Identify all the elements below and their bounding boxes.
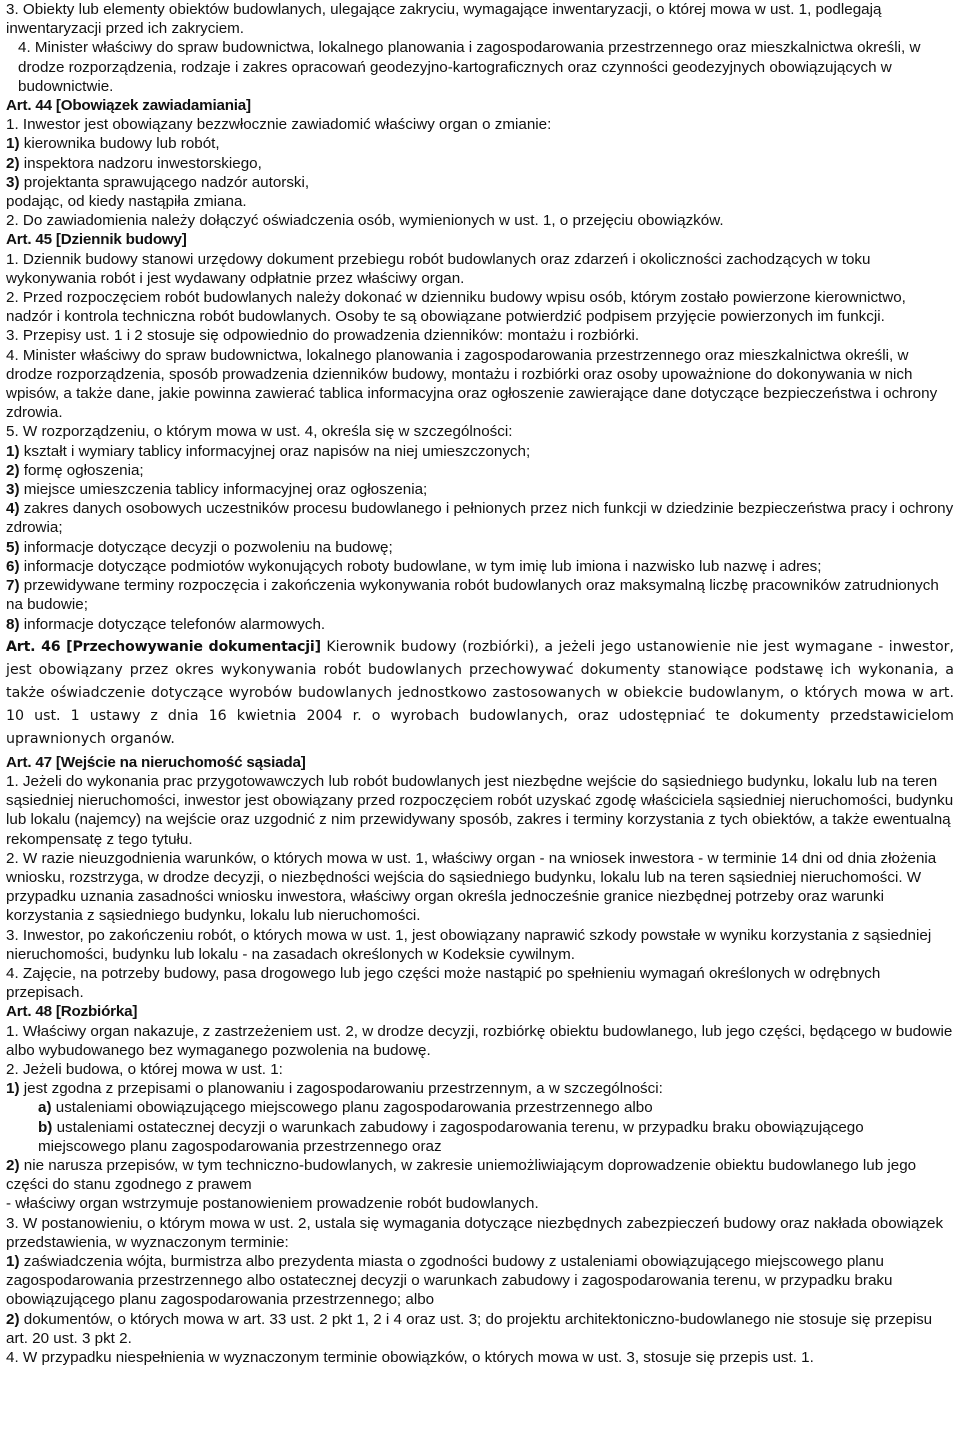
item-text: przewidywane terminy rozpoczęcia i zakończenia wykonywania robót budowlanych oraz maksymalną liczbę pracowników zatrudnionych na budowie; bbox=[6, 577, 939, 614]
item-number: 1) bbox=[6, 135, 20, 153]
item-number: 3) bbox=[6, 173, 20, 191]
item-text: kształt i wymiary tablicy informacyjnej oraz napisów na niej umieszczonych; bbox=[23, 442, 531, 460]
paragraph: 1. Inwestor jest obowiązany bezzwłocznie zawiadomić właściwy organ o zmianie: bbox=[6, 116, 552, 134]
item-number: 6) bbox=[6, 557, 20, 575]
list-item bbox=[6, 173, 954, 192]
item-letter: b) bbox=[38, 1118, 53, 1136]
article-45-heading: Art. 45 [Dziennik budowy] bbox=[6, 231, 187, 249]
paragraph: 1. Jeżeli do wykonania prac przygotowawczych lub robót budowlanych jest niezbędne wejście do sąsiedniego budynku, lokalu lub na teren sąsiedniej nieruchomości, inwestor jest obowiązany przed rozpoczęciem robót uzyskać zgodę właściciela sąsiedniej nieruchomości, budynku lub lokalu (najemcy) na wejście oraz uzgodnić z nim przewidywany sposób, zakres i terminy korzystania z tych obiektów, a także ewentualną rekompensatę z tego tytułu. bbox=[6, 772, 954, 848]
item-text: informacje dotyczące podmiotów wykonujących roboty budowlane, w tym imię lub imiona i nazwisko lub nazwę i adres; bbox=[23, 557, 822, 575]
paragraph: - właściwy organ wstrzymuje postanowieniem prowadzenie robót budowlanych. bbox=[6, 1195, 539, 1213]
item-number: 5) bbox=[6, 538, 20, 556]
list-item bbox=[6, 615, 954, 634]
item-number: 1) bbox=[6, 442, 20, 460]
item-number: 1) bbox=[6, 1252, 20, 1270]
paragraph: 2. Jeżeli budowa, o której mowa w ust. 1: bbox=[6, 1060, 283, 1078]
item-text: ustaleniami obowiązującego miejscowego planu zagospodarowania przestrzennego albo bbox=[55, 1099, 653, 1117]
list-item bbox=[6, 442, 954, 461]
item-number: 1) bbox=[6, 1080, 20, 1098]
list-item bbox=[6, 576, 954, 614]
list-item bbox=[6, 1310, 954, 1348]
item-text: nie narusza przepisów, w tym techniczno-budowlanych, w zakresie uniemożliwiającym doprowadzenie obiektu budowlanego lub jego części do stanu zgodnego z prawem bbox=[6, 1156, 917, 1194]
item-number: 2) bbox=[6, 461, 20, 479]
item-letter: a) bbox=[38, 1099, 52, 1117]
item-text: informacje dotyczące decyzji o pozwoleniu na budowę; bbox=[23, 538, 393, 556]
paragraph: 4. Minister właściwy do spraw budownictwa, lokalnego planowania i zagospodarowania przestrzennego oraz mieszkalnictwa określi, w drodze rozporządzenia, sposób prowadzenia dzienników budowy, montażu i rozbiórki oraz osoby upoważnione do dokonywania w nich wpisów, a także dane, jakie powinna zawierać tablica informacyjna oraz ogłoszenie zawierające dane dotyczące bezpieczeństwa i ochrony zdrowia. bbox=[6, 346, 938, 422]
paragraph: 4. Minister właściwy do spraw budownictwa, lokalnego planowania i zagospodarowania przestrzennego oraz mieszkalnictwa określi, w drodze rozporządzenia, rodzaje i zakres opracowań geodezyjno-kartograficznych oraz czynności geodezyjnych obowiązujących w budownictwie. bbox=[18, 39, 921, 95]
item-number: 7) bbox=[6, 577, 20, 595]
article-48-heading: Art. 48 [Rozbiórka] bbox=[6, 1003, 138, 1021]
item-text: formę ogłoszenia; bbox=[23, 461, 144, 479]
list-item bbox=[6, 557, 954, 576]
item-text: zaświadczenia wójta, burmistrza albo prezydenta miasta o zgodności budowy z ustaleniami obowiązującego miejscowego planu zagospodarowania przestrzennego albo ostatecznej decyzji o warunkach zabudowy i zagospodarowania terenu, w przypadku braku obowiązującego planu zagospodarowania przestrzennego; albo bbox=[6, 1252, 893, 1309]
paragraph: 2. W razie nieuzgodnienia warunków, o których mowa w ust. 1, właściwy organ - na wniosek inwestora - w terminie 14 dni od dnia złożenia wniosku, rozstrzyga, w drodze decyzji, o niezbędności wejścia do sąsiedniego budynku, lokalu lub na teren sąsiedniej nieruchomości. W przypadku uznania zasadności wniosku inwestora, właściwy organ określa jednocześnie granice niezbędnej potrzeby oraz warunki korzystania z sąsiedniego budynku, lokalu lub nieruchomości. bbox=[6, 849, 937, 925]
paragraph: 2. Do zawiadomienia należy dołączyć oświadczenia osób, wymienionych w ust. 1, o przejęciu obowiązków. bbox=[6, 212, 724, 230]
item-number: 8) bbox=[6, 615, 20, 633]
paragraph: 5. W rozporządzeniu, o którym mowa w ust. 4, określa się w szczególności: bbox=[6, 423, 513, 441]
item-text: jest zgodna z przepisami o planowaniu i zagospodarowaniu przestrzennym, a w szczególności: bbox=[23, 1080, 663, 1098]
list-item bbox=[6, 134, 954, 153]
item-number: 2) bbox=[6, 1310, 20, 1328]
paragraph: podając, od kiedy nastąpiła zmiana. bbox=[6, 193, 247, 211]
paragraph: 3. Obiekty lub elementy obiektów budowlanych, ulegające zakryciu, wymagające inwentaryzacji, o której mowa w ust. 1, podlegają inwentaryzacji przed ich zakryciem. bbox=[6, 1, 882, 38]
list-item bbox=[6, 1156, 954, 1194]
list-item bbox=[6, 538, 954, 557]
item-text: informacje dotyczące telefonów alarmowych. bbox=[23, 615, 326, 633]
list-item bbox=[6, 461, 954, 480]
paragraph: 4. Zajęcie, na potrzeby budowy, pasa drogowego lub jego części może nastąpić po spełnieniu wymagań określonych w odrębnych przepisach. bbox=[6, 964, 881, 1002]
paragraph: 3. W postanowieniu, o którym mowa w ust. 2, ustala się wymagania dotyczące niezbędnych zabezpieczeń budowy oraz nakłada obowiązek przedstawienia, w wyznaczonym terminie: bbox=[6, 1214, 944, 1251]
item-number: 3) bbox=[6, 481, 20, 499]
list-item bbox=[6, 480, 954, 499]
item-text: dokumentów, o których mowa w art. 33 ust. 2 pkt 1, 2 i 4 oraz ust. 3; do projektu architektoniczno-budowlanego nie stosuje się przepisu art. 20 ust. 3 pkt 2. bbox=[6, 1310, 933, 1347]
paragraph: 3. Przepisy ust. 1 i 2 stosuje się odpowiednio do prowadzenia dzienników: montażu i rozbiórki. bbox=[6, 327, 640, 345]
list-item bbox=[6, 1118, 954, 1156]
list-item bbox=[6, 1098, 954, 1117]
article-44-heading: Art. 44 [Obowiązek zawiadamiania] bbox=[6, 97, 251, 115]
item-text: miejsce umieszczenia tablicy informacyjnej oraz ogłoszenia; bbox=[23, 481, 428, 499]
item-text: ustaleniami ostatecznej decyzji o warunkach zabudowy i zagospodarowania terenu, w przypadku braku obowiązującego miejscowego planu zagospodarowania przestrzennego oraz bbox=[38, 1118, 864, 1155]
paragraph: 1. Właściwy organ nakazuje, z zastrzeżeniem ust. 2, w drodze decyzji, rozbiórkę obiektu budowlanego, lub jego części, będącego w budowie albo wybudowanego bez wymaganego pozwolenia na budowę. bbox=[6, 1022, 953, 1059]
item-text: kierownika budowy lub robót, bbox=[23, 135, 220, 153]
article-47-heading: Art. 47 [Wejście na nieruchomość sąsiada] bbox=[6, 753, 306, 771]
item-number: 4) bbox=[6, 500, 20, 518]
item-number: 2) bbox=[6, 1156, 20, 1174]
item-number: 2) bbox=[6, 154, 20, 172]
list-item bbox=[6, 1079, 954, 1098]
paragraph: 2. Przed rozpoczęciem robót budowlanych należy dokonać w dzienniku budowy wpisu osób, którym zostało powierzone kierownictwo, nadzór i kontrola techniczna robót budowlanych. Osoby te są obowiązane potwierdzić podpisem przyjęcie powierzonych im funkcji. bbox=[6, 289, 906, 326]
paragraph: 1. Dziennik budowy stanowi urzędowy dokument przebiegu robót budowlanych oraz zdarzeń i okoliczności zachodzących w toku wykonywania robót i jest wydawany odpłatnie przez właściwy organ. bbox=[6, 250, 871, 287]
list-item bbox=[6, 499, 954, 537]
item-text: zakres danych osobowych uczestników procesu budowlanego i pełnionych przez nich funkcji w dziedzinie bezpieczeństwa pracy i ochrony zdrowia; bbox=[6, 500, 954, 537]
list-item bbox=[6, 154, 954, 173]
item-text: inspektora nadzoru inwestorskiego, bbox=[23, 154, 262, 172]
paragraph: 4. W przypadku niespełnienia w wyznaczonym terminie obowiązków, o których mowa w ust. 3, stosuje się przepis ust. 1. bbox=[6, 1349, 814, 1366]
item-text: projektanta sprawującego nadzór autorski, bbox=[23, 173, 310, 191]
article-46-text: Kierownik budowy (rozbiórki), a jeżeli jego ustanowienie nie jest wymagane - inwestor, jest obowiązany przez okres wykonywania robót budowlanych przechowywać dokumenty stanowiące podstawę ich wykonania, a także oświadczenie dotyczące wyrobów budowlanych jednostkowo zastosowanych w obiekcie budowlanym, o których mowa w art. 10 ust. 1 ustawy z dnia 16 kwietnia 2004 r. o wyrobach budowlanych, oraz udostępniać te dokumenty przedstawicielom uprawnionych organów. bbox=[6, 638, 954, 747]
paragraph: 3. Inwestor, po zakończeniu robót, o których mowa w ust. 1, jest obowiązany naprawić szkody powstałe w wyniku korzystania z sąsiedniej nieruchomości, budynku lub lokalu - na zasadach określonych w Kodeksie cywilnym. bbox=[6, 926, 932, 963]
article-46-heading: Art. 46 [Przechowywanie dokumentacji] bbox=[6, 638, 321, 655]
list-item bbox=[6, 1252, 954, 1310]
article-46-paragraph bbox=[6, 636, 954, 751]
